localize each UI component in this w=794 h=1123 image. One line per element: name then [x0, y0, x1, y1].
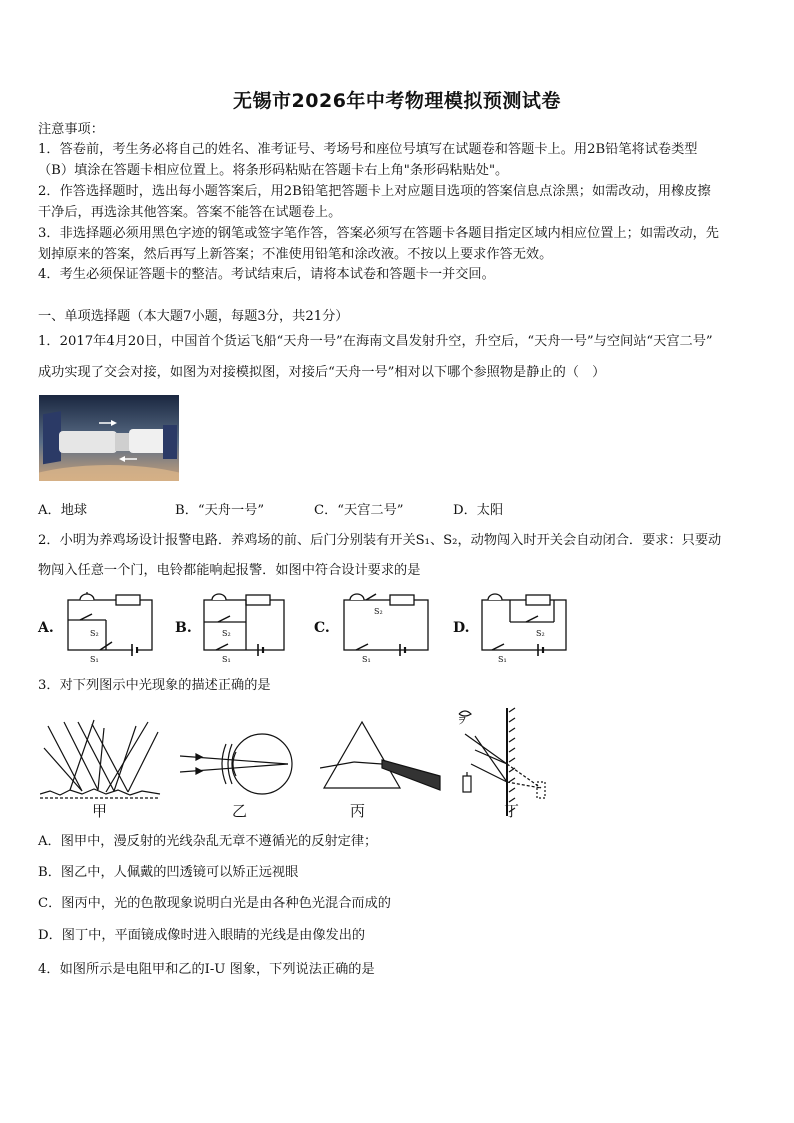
figure-caption-yi: 乙 [232, 802, 248, 820]
q1-option-c[interactable]: C．“天宫二号” [314, 503, 404, 518]
figure-diffuse-reflection [40, 718, 162, 808]
q1-option-a[interactable]: A．地球 [38, 503, 88, 518]
question-4-stem: 4．如图所示是电阻甲和乙的I-U 图象，下列说法正确的是 [38, 962, 375, 977]
figure-eye-lens [180, 730, 300, 804]
circuit-d-label[interactable]: D. [453, 620, 470, 636]
circuit-diagram-c [336, 588, 436, 670]
figure-caption-ding: 丁 [504, 802, 520, 820]
docking-photo [39, 395, 179, 481]
circuit-a-label[interactable]: A. [38, 620, 54, 636]
q3-option-b[interactable]: B．图乙中，人佩戴的凹透镜可以矫正远视眼 [38, 865, 299, 880]
question-1-stem-cont: 成功实现了交会对接，如图为对接模拟图，对接后“天舟一号”相对以下哪个参照物是静止的（ ） [38, 365, 606, 380]
svg-text:S₂: S₂ [222, 629, 231, 638]
circuit-diagram-a [60, 588, 160, 670]
question-3-stem: 3．对下列图示中光现象的描述正确的是 [38, 678, 271, 693]
notice-item: 划掉原来的答案，然后再写上新答案；不准使用铅笔和涂改液。不按以上要求作答无效。 [38, 247, 553, 262]
q1-option-b[interactable]: B．“天舟一号” [175, 503, 265, 518]
svg-text:S₂: S₂ [90, 629, 99, 638]
notice-heading: 注意事项： [38, 122, 104, 137]
notice-item: 3．非选择题必须用黑色字迹的钢笔或签字笔作答，答案必须写在答题卡各题目指定区域内相应位置上；如需改动，先 [38, 226, 719, 241]
notice-item: 干净后，再选涂其他答案。答案不能答在试题卷上。 [38, 205, 342, 220]
figure-caption-bing: 丙 [350, 802, 366, 820]
notice-item: 1．答卷前，考生务必将自己的姓名、准考证号、考场号和座位号填写在试题卷和答题卡上。用2B铅笔将试卷类型 [38, 142, 698, 157]
notice-item: （B）填涂在答题卡相应位置上。将条形码粘贴在答题卡右上角"条形码粘贴处"。 [38, 163, 509, 178]
question-2-stem: 2．小明为养鸡场设计报警电路．养鸡场的前、后门分别装有开关S₁、S₂，动物闯入时开关会自动闭合．要求：只要动 [38, 533, 722, 548]
circuit-diagram-d [474, 588, 574, 670]
svg-text:S₁: S₁ [362, 655, 371, 664]
svg-text:ヲ: ヲ [457, 716, 467, 727]
svg-text:S₂: S₂ [374, 607, 383, 616]
notice-item: 4．考生必须保证答题卡的整洁。考试结束后，请将本试卷和答题卡一并交回。 [38, 267, 495, 282]
figure-caption-jia: 甲 [92, 802, 108, 820]
q1-option-d[interactable]: D．太阳 [453, 503, 504, 518]
q3-option-c[interactable]: C．图丙中，光的色散现象说明白光是由各种色光混合而成的 [38, 896, 391, 911]
circuit-c-label[interactable]: C. [314, 620, 330, 636]
section-heading: 一、单项选择题（本大题7小题，每题3分，共21分） [38, 309, 349, 324]
figure-prism-dispersion [320, 718, 444, 802]
q3-option-d[interactable]: D．图丁中，平面镜成像时进入眼睛的光线是由像发出的 [38, 928, 366, 943]
circuit-diagram-b [196, 588, 296, 670]
svg-text:S₁: S₁ [498, 655, 507, 664]
page-title: 无锡市2026年中考物理模拟预测试卷 [233, 90, 561, 112]
q3-option-a[interactable]: A．图甲中，漫反射的光线杂乱无章不遵循光的反射定律； [38, 834, 378, 849]
circuit-b-label[interactable]: B. [175, 620, 192, 636]
svg-text:S₁: S₁ [222, 655, 231, 664]
svg-text:S₂: S₂ [536, 629, 545, 638]
notice-item: 2．作答选择题时，选出每小题答案后，用2B铅笔把答题卡上对应题目选项的答案信息点涂黑；如需改动，用橡皮擦 [38, 184, 711, 199]
svg-text:S₁: S₁ [90, 655, 99, 664]
question-2-stem-cont: 物闯入任意一个门，电铃都能响起报警．如图中符合设计要求的是 [38, 563, 421, 578]
question-1-stem: 1．2017年4月20日，中国首个货运飞船“天舟一号”在海南文昌发射升空，升空后，“天舟一号”与空间站“天宫二号” [38, 334, 713, 349]
